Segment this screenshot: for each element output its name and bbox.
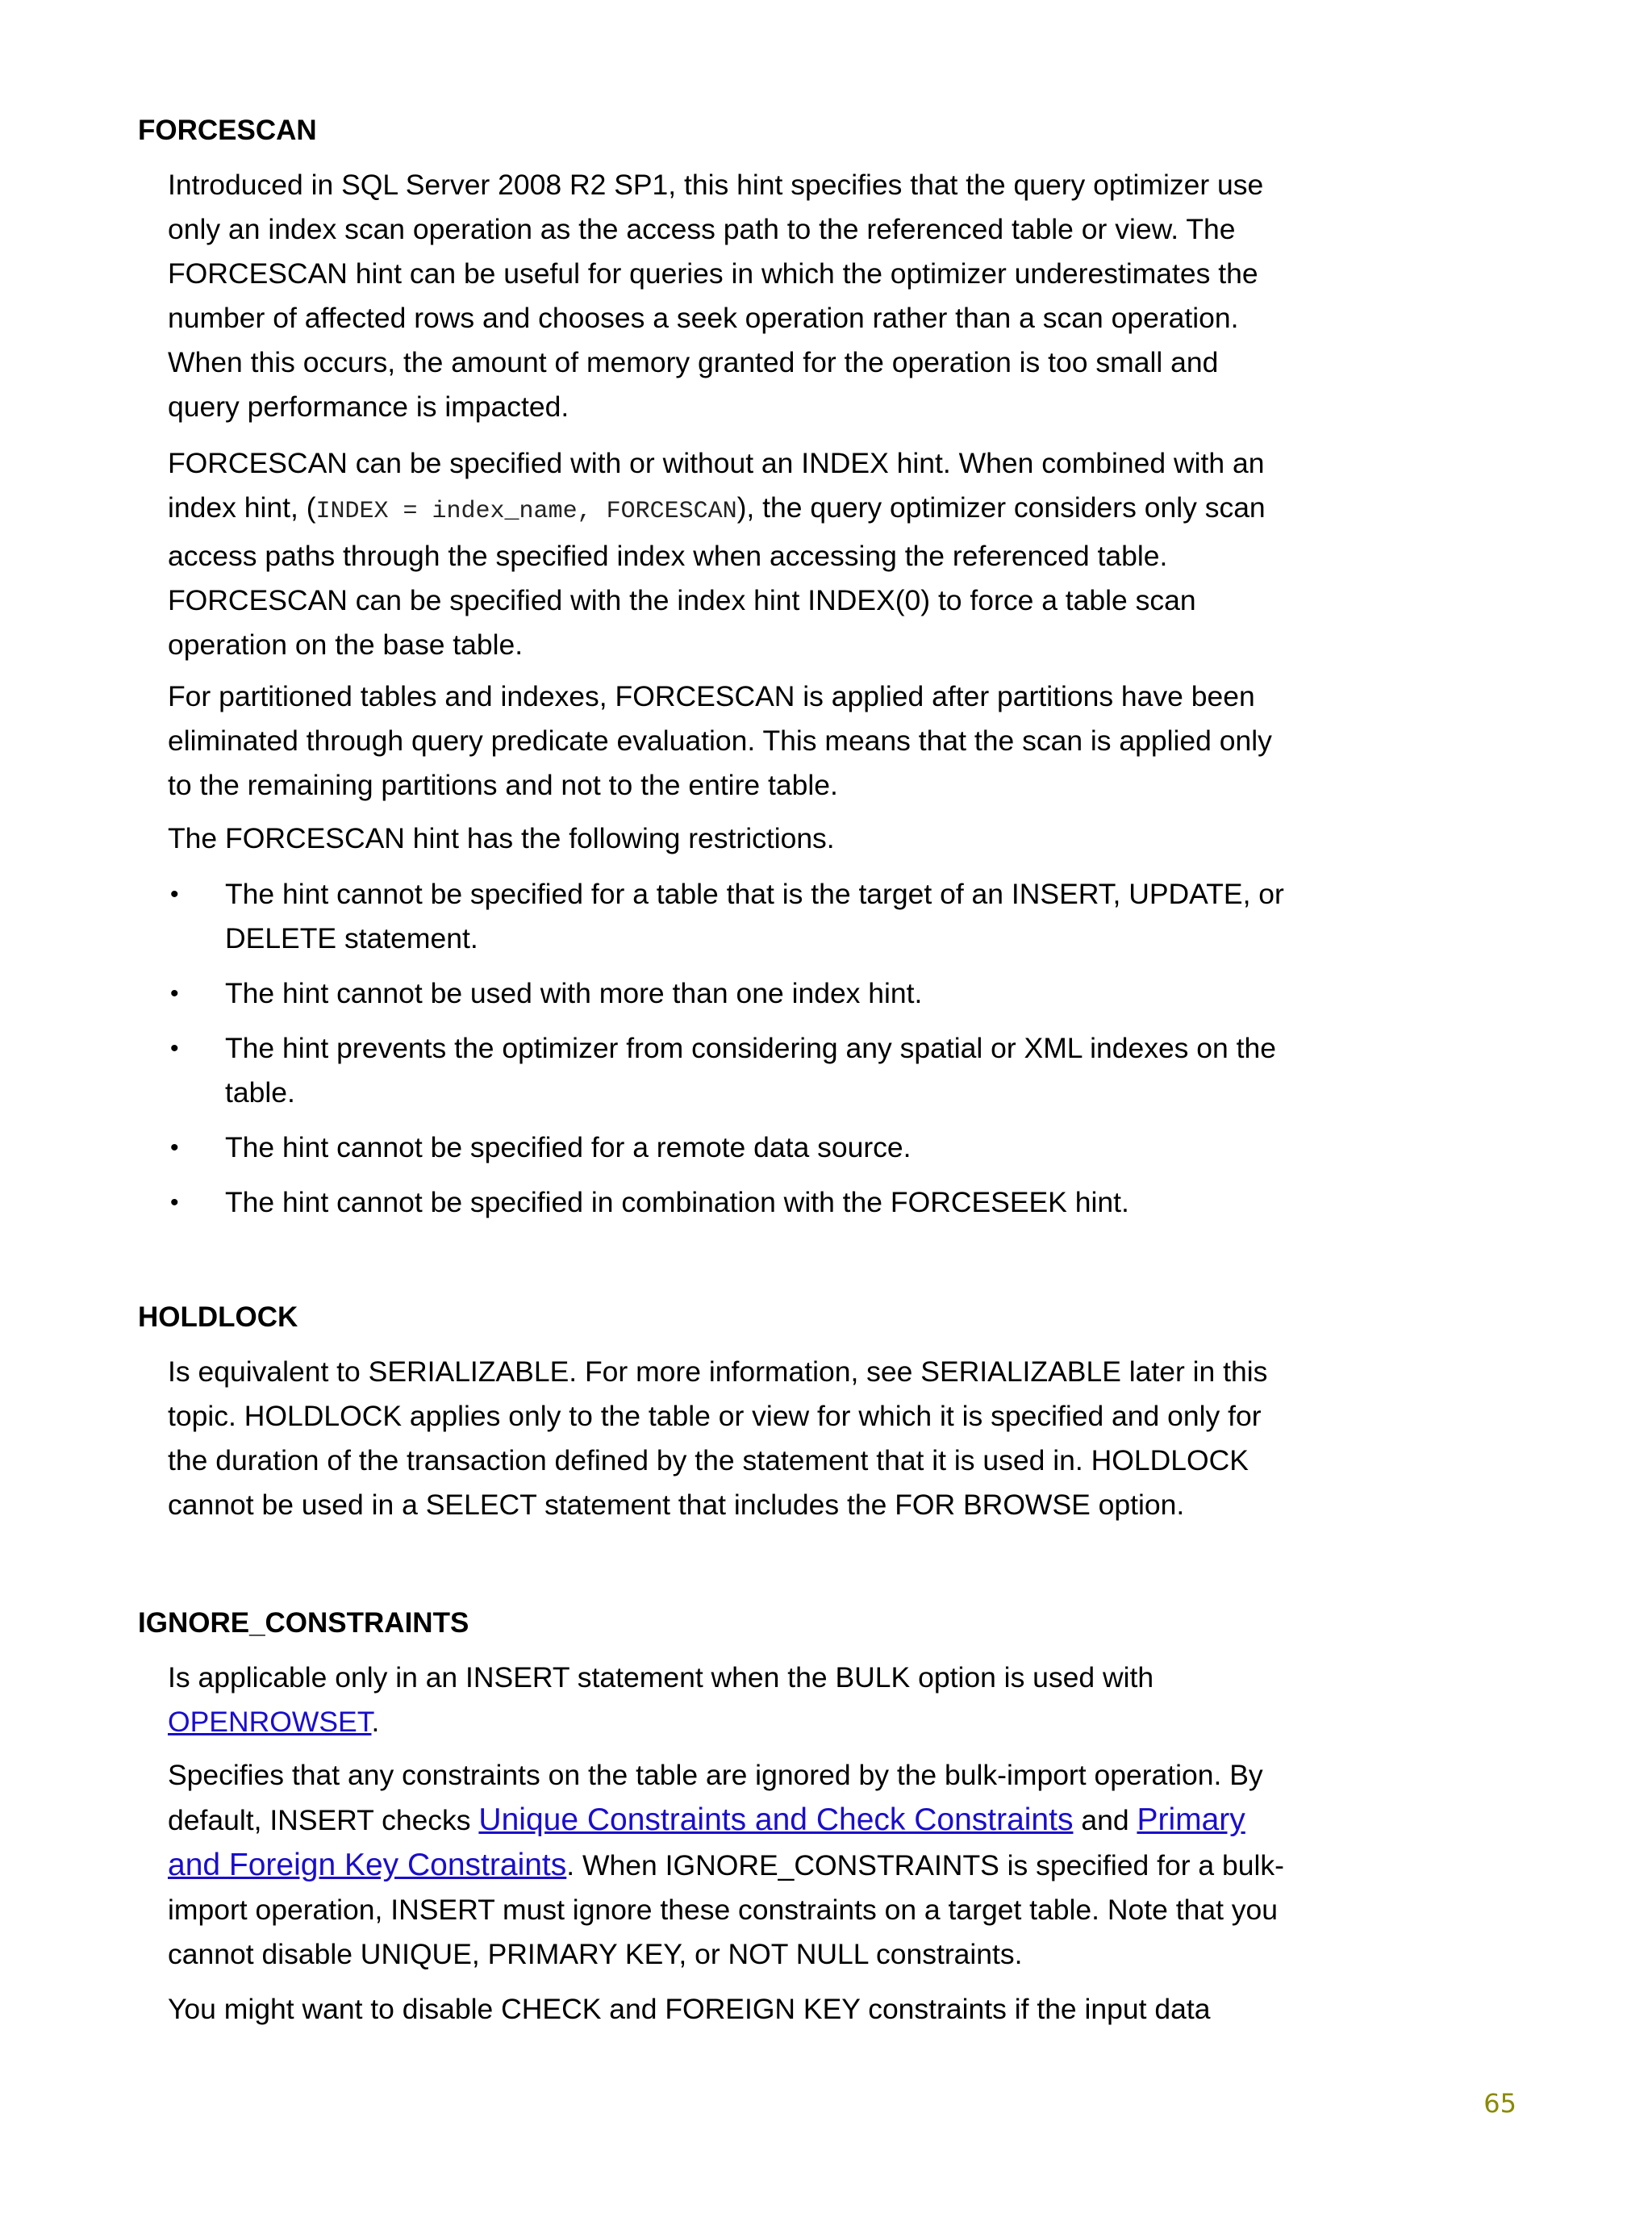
list-item [168, 1126, 1313, 1170]
forcescan-paragraph-1: Introduced in SQL Server 2008 R2 SP1, this hint specifies that the query optimizer use only an index scan operation as the access path to the referenced table or view. The FORCESCAN hint can be useful for queries in which the optimizer underestimates the number of affected rows and chooses a seek operation rather than a scan operation. When this occurs, the amount of memory granted for the operation is too small and query performance is impacted. [168, 169, 1264, 423]
forcescan-p2-text-before: FORCESCAN can be specified with or without an INDEX hint. When combined with an index hint, ( [168, 447, 1265, 524]
restriction-text: The hint prevents the optimizer from considering any spatial or XML indexes on the table. [225, 1032, 1276, 1109]
ic-p2-text-before: Specifies that any constraints on the table are ignored by the bulk-import operation. By default, INSERT checks [168, 1759, 1263, 1836]
section-title-holdlock: HOLDLOCK [138, 1301, 298, 1333]
restriction-text: The hint cannot be specified in combination with the FORCESEEK hint. [225, 1186, 1129, 1218]
forcescan-paragraph-2 [168, 441, 1297, 667]
restriction-text: The hint cannot be specified for a remote data source. [225, 1131, 912, 1163]
index-hint-code: INDEX = index_name, FORCESCAN [315, 498, 737, 525]
list-item [168, 872, 1313, 961]
forcescan-paragraph-3: For partitioned tables and indexes, FORCESCAN is applied after partitions have been eliminated through query predicate evaluation. This means that the scan is applied only to the remaining partitions and not to the entire table. [168, 680, 1272, 801]
unique-check-constraints-link[interactable]: Unique Constraints and Check Constraints [478, 1802, 1074, 1837]
page-number: 65 [1483, 2088, 1516, 2119]
restriction-text: The hint cannot be specified for a table that is the target of an INSERT, UPDATE, or DELETE statement. [225, 878, 1284, 954]
restriction-text: The hint cannot be used with more than one index hint. [225, 977, 923, 1009]
list-item [168, 1026, 1313, 1115]
bullet-glyph: • [170, 1189, 179, 1216]
holdlock-paragraph-1: Is equivalent to SERIALIZABLE. For more information, see SERIALIZABLE later in this topic. HOLDLOCK applies only to the table or view for which it is specified and only for the duration of the transaction defined by the statement that it is used in. HOLDLOCK cannot be used in a SELECT statement that includes the FOR BROWSE option. [168, 1355, 1268, 1521]
ignore-constraints-paragraph-2 [168, 1753, 1297, 1977]
restrictions-list [168, 872, 1313, 1235]
bullet-glyph: • [170, 1134, 179, 1161]
ic-p1-text-before: Is applicable only in an INSERT statement when the BULK option is used with [168, 1661, 1154, 1694]
openrowset-link[interactable]: OPENROWSET [168, 1706, 372, 1738]
ignore-constraints-paragraph-1 [168, 1656, 1297, 1744]
bullet-glyph: • [170, 1035, 179, 1062]
section-title-ignore-constraints: IGNORE_CONSTRAINTS [138, 1607, 469, 1639]
ic-p2-text-mid: and [1073, 1804, 1137, 1836]
list-item [168, 1180, 1313, 1225]
forcescan-paragraph-4: The FORCESCAN hint has the following restrictions. [168, 822, 835, 854]
forcescan-p2-text-after: ), the query optimizer considers only scan access paths through the specified index when accessing the referenced table. FORCESCAN can be specified with the index hint INDEX(0) to force a table scan operation on the base table. [168, 491, 1266, 661]
section-title-forcescan: FORCESCAN [138, 115, 317, 146]
ic-p2-text-after: . When IGNORE_CONSTRAINTS is specified for a bulk-import operation, INSERT must ignore these constraints on a target table. Note that you cannot disable UNIQUE, PRIMARY KEY, or NOT NULL constraints. [168, 1849, 1284, 1970]
list-item [168, 971, 1313, 1016]
ignore-constraints-paragraph-3: You might want to disable CHECK and FOREIGN KEY constraints if the input data [168, 1993, 1211, 2025]
bullet-glyph: • [170, 881, 179, 908]
ic-p1-text-after: . [371, 1706, 380, 1738]
bullet-glyph: • [170, 980, 179, 1007]
primary-foreign-key-constraints-link[interactable]: Primary and Foreign Key Constraints [168, 1802, 1245, 1882]
